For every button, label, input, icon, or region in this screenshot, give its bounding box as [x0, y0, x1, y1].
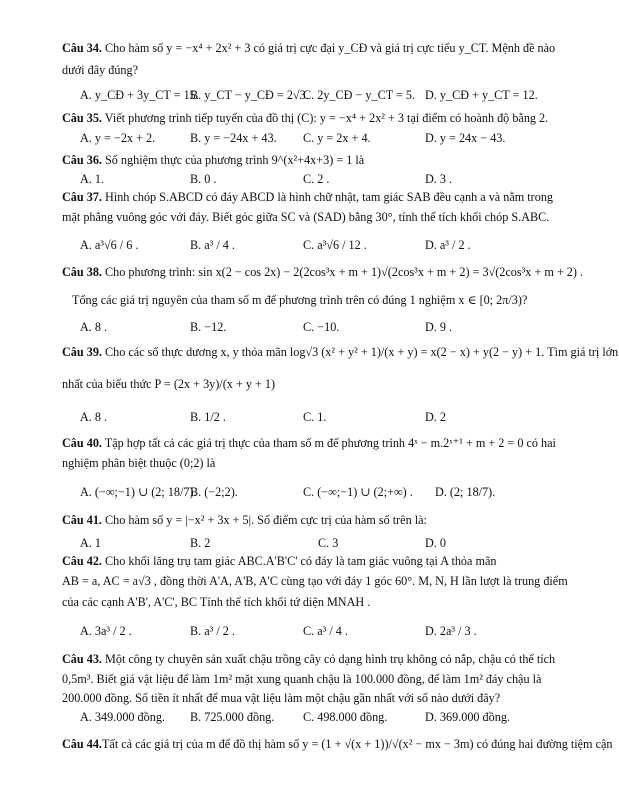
- q37-choice-a: A. a³√6 / 6 .: [80, 238, 139, 252]
- q37-choice-d: D. a³ / 2 .: [425, 238, 471, 252]
- q38-choice-c: C. −10.: [303, 320, 340, 334]
- q34-choice-a: A. y_CĐ + 3y_CT = 15.: [80, 88, 199, 102]
- q41-choice-a: A. 1: [80, 536, 101, 550]
- q34-choice-c: C. 2y_CĐ − y_CT = 5.: [303, 88, 416, 102]
- q42-line1: Câu 42. Cho khối lăng trụ tam giác ABC.A'B'C' có đáy là tam giác vuông tại A thỏa mãn: [62, 554, 497, 568]
- q39-choice-c: C. 1.: [303, 410, 327, 424]
- q40-line1: Câu 40. Tập hợp tất cả các giá trị thực của tham số m để phương trình 4ˣ − m.2ˣ⁺¹ + m + 2 = 0 có hai: [62, 436, 556, 450]
- q39-choice-b: B. 1/2 .: [190, 410, 226, 424]
- q41-line1: Câu 41. Cho hàm số y = |−x² + 3x + 5|. Số điểm cực trị của hàm số trên là:: [62, 513, 427, 527]
- q40-choice-c: C. (−∞;−1) ∪ (2;+∞) .: [303, 485, 413, 499]
- q42-choice-d: D. 2a³ / 3 .: [425, 624, 477, 638]
- q39-choice-a: A. 8 .: [80, 410, 108, 424]
- q36-choice-d: D. 3 .: [425, 172, 453, 186]
- q38-line2: Tổng các giá trị nguyên của tham số m để phương trình trên có đúng 1 nghiệm x ∈ [0; 2π/3)?: [72, 293, 528, 307]
- q37-choice-c: C. a³√6 / 12 .: [303, 238, 367, 252]
- q41-choice-d: D. 0: [425, 536, 446, 550]
- q34-line1: Câu 34. Cho hàm số y = −x⁴ + 2x² + 3 có giá trị cực đại y_CĐ và giá trị cực tiểu y_CT. Mệnh đề nào: [62, 41, 556, 55]
- q37-choice-b: B. a³ / 4 .: [190, 238, 235, 252]
- q36-choice-b: B. 0 .: [190, 172, 217, 186]
- q41-choice-b: B. 2: [190, 536, 211, 550]
- q43-choice-a: A. 349.000 đồng.: [80, 710, 165, 724]
- q35-choice-a: A. y = −2x + 2.: [80, 131, 156, 145]
- q36-choice-a: A. 1.: [80, 172, 105, 186]
- q39-choice-d: D. 2: [425, 410, 446, 424]
- q36-line1: Câu 36. Số nghiệm thực của phương trình 9^(x²+4x+3) = 1 là: [62, 153, 365, 167]
- q34-line2: dưới đây đúng?: [62, 63, 139, 77]
- q43-choice-d: D. 369.000 đồng.: [425, 710, 510, 724]
- q39-line1: Câu 39. Cho các số thực dương x, y thỏa mãn log√3 (x² + y² + 1)/(x + y) = x(2 − x) + y(2 − y) + 1. Tìm giá trị lớn: [62, 345, 619, 359]
- q38-choice-d: D. 9 .: [425, 320, 453, 334]
- q43-line2: 0,5m³. Biết giá vật liệu để làm 1m² mặt xung quanh chậu là 100.000 đồng, để làm 1m² đáy chậu là: [62, 672, 542, 686]
- q43-line3: 200.000 đồng. Số tiền ít nhất để mua vật liệu làm một chậu gần nhất với số nào dưới đây?: [62, 691, 501, 705]
- q40-choice-b: B. (−2;2).: [190, 485, 238, 499]
- q42-line2: AB = a, AC = a√3 , đồng thời A'A, A'B, A'C cùng tạo với đáy 1 góc 60°. M, N, H lần lượt là trung điểm: [62, 574, 568, 588]
- q37-line1: Câu 37. Hình chóp S.ABCD có đáy ABCD là hình chữ nhật, tam giác SAB đều cạnh a và nằm trong: [62, 190, 554, 204]
- q41-choice-c: C. 3: [318, 536, 339, 550]
- q35-line1: Câu 35. Viết phương trình tiếp tuyến của đồ thị (C): y = −x⁴ + 2x² + 3 tại điểm có hoành độ bằng 2.: [62, 111, 549, 125]
- q39-line2: nhất của biểu thức P = (2x + 3y)/(x + y + 1): [62, 377, 276, 391]
- q43-choice-c: C. 498.000 đồng.: [303, 710, 388, 724]
- q34-choice-d: D. y_CĐ + y_CT = 12.: [425, 88, 538, 102]
- q43-line1: Câu 43. Một công ty chuyên sản xuất chậu trồng cây có dạng hình trụ không có nắp, chậu có thể tích: [62, 652, 556, 666]
- q35-choice-b: B. y = −24x + 43.: [190, 131, 277, 145]
- q42-line3: của các cạnh A'B', A'C', BC Tính thể tích khối tứ diện MNAH .: [62, 595, 371, 609]
- q40-line2: nghiệm phân biệt thuộc (0;2) là: [62, 456, 216, 470]
- q40-choice-d: D. (2; 18/7).: [435, 485, 496, 499]
- q42-choice-a: A. 3a³ / 2 .: [80, 624, 132, 638]
- q38-choice-b: B. −12.: [190, 320, 227, 334]
- q38-line1: Câu 38. Cho phương trình: sin x(2 − cos 2x) − 2(2cos³x + m + 1)√(2cos³x + m + 2) = 3√(2cos³x + m + 2) .: [62, 265, 584, 279]
- q44-line1: Câu 44.Tất cả các giá trị của m để đồ thị hàm số y = (1 + √(x + 1))/√(x² − mx − 3m) có đúng hai đường tiệm cận: [62, 737, 613, 751]
- q38-choice-a: A. 8 .: [80, 320, 108, 334]
- q35-choice-c: C. y = 2x + 4.: [303, 131, 371, 145]
- q40-choice-a: A. (−∞;−1) ∪ (2; 18/7).: [80, 485, 197, 499]
- q36-choice-c: C. 2 .: [303, 172, 330, 186]
- q42-choice-b: B. a³ / 2 .: [190, 624, 235, 638]
- q43-choice-b: B. 725.000 đồng.: [190, 710, 275, 724]
- q42-choice-c: C. a³ / 4 .: [303, 624, 348, 638]
- q37-line2: mặt phẳng vuông góc với đáy. Biết góc giữa SC và (SAD) bằng 30°, tính thể tích khối chóp S.ABC.: [62, 210, 550, 224]
- q34-choice-b: B. y_CT − y_CĐ = 2√3.: [190, 88, 309, 102]
- q35-choice-d: D. y = 24x − 43.: [425, 131, 506, 145]
